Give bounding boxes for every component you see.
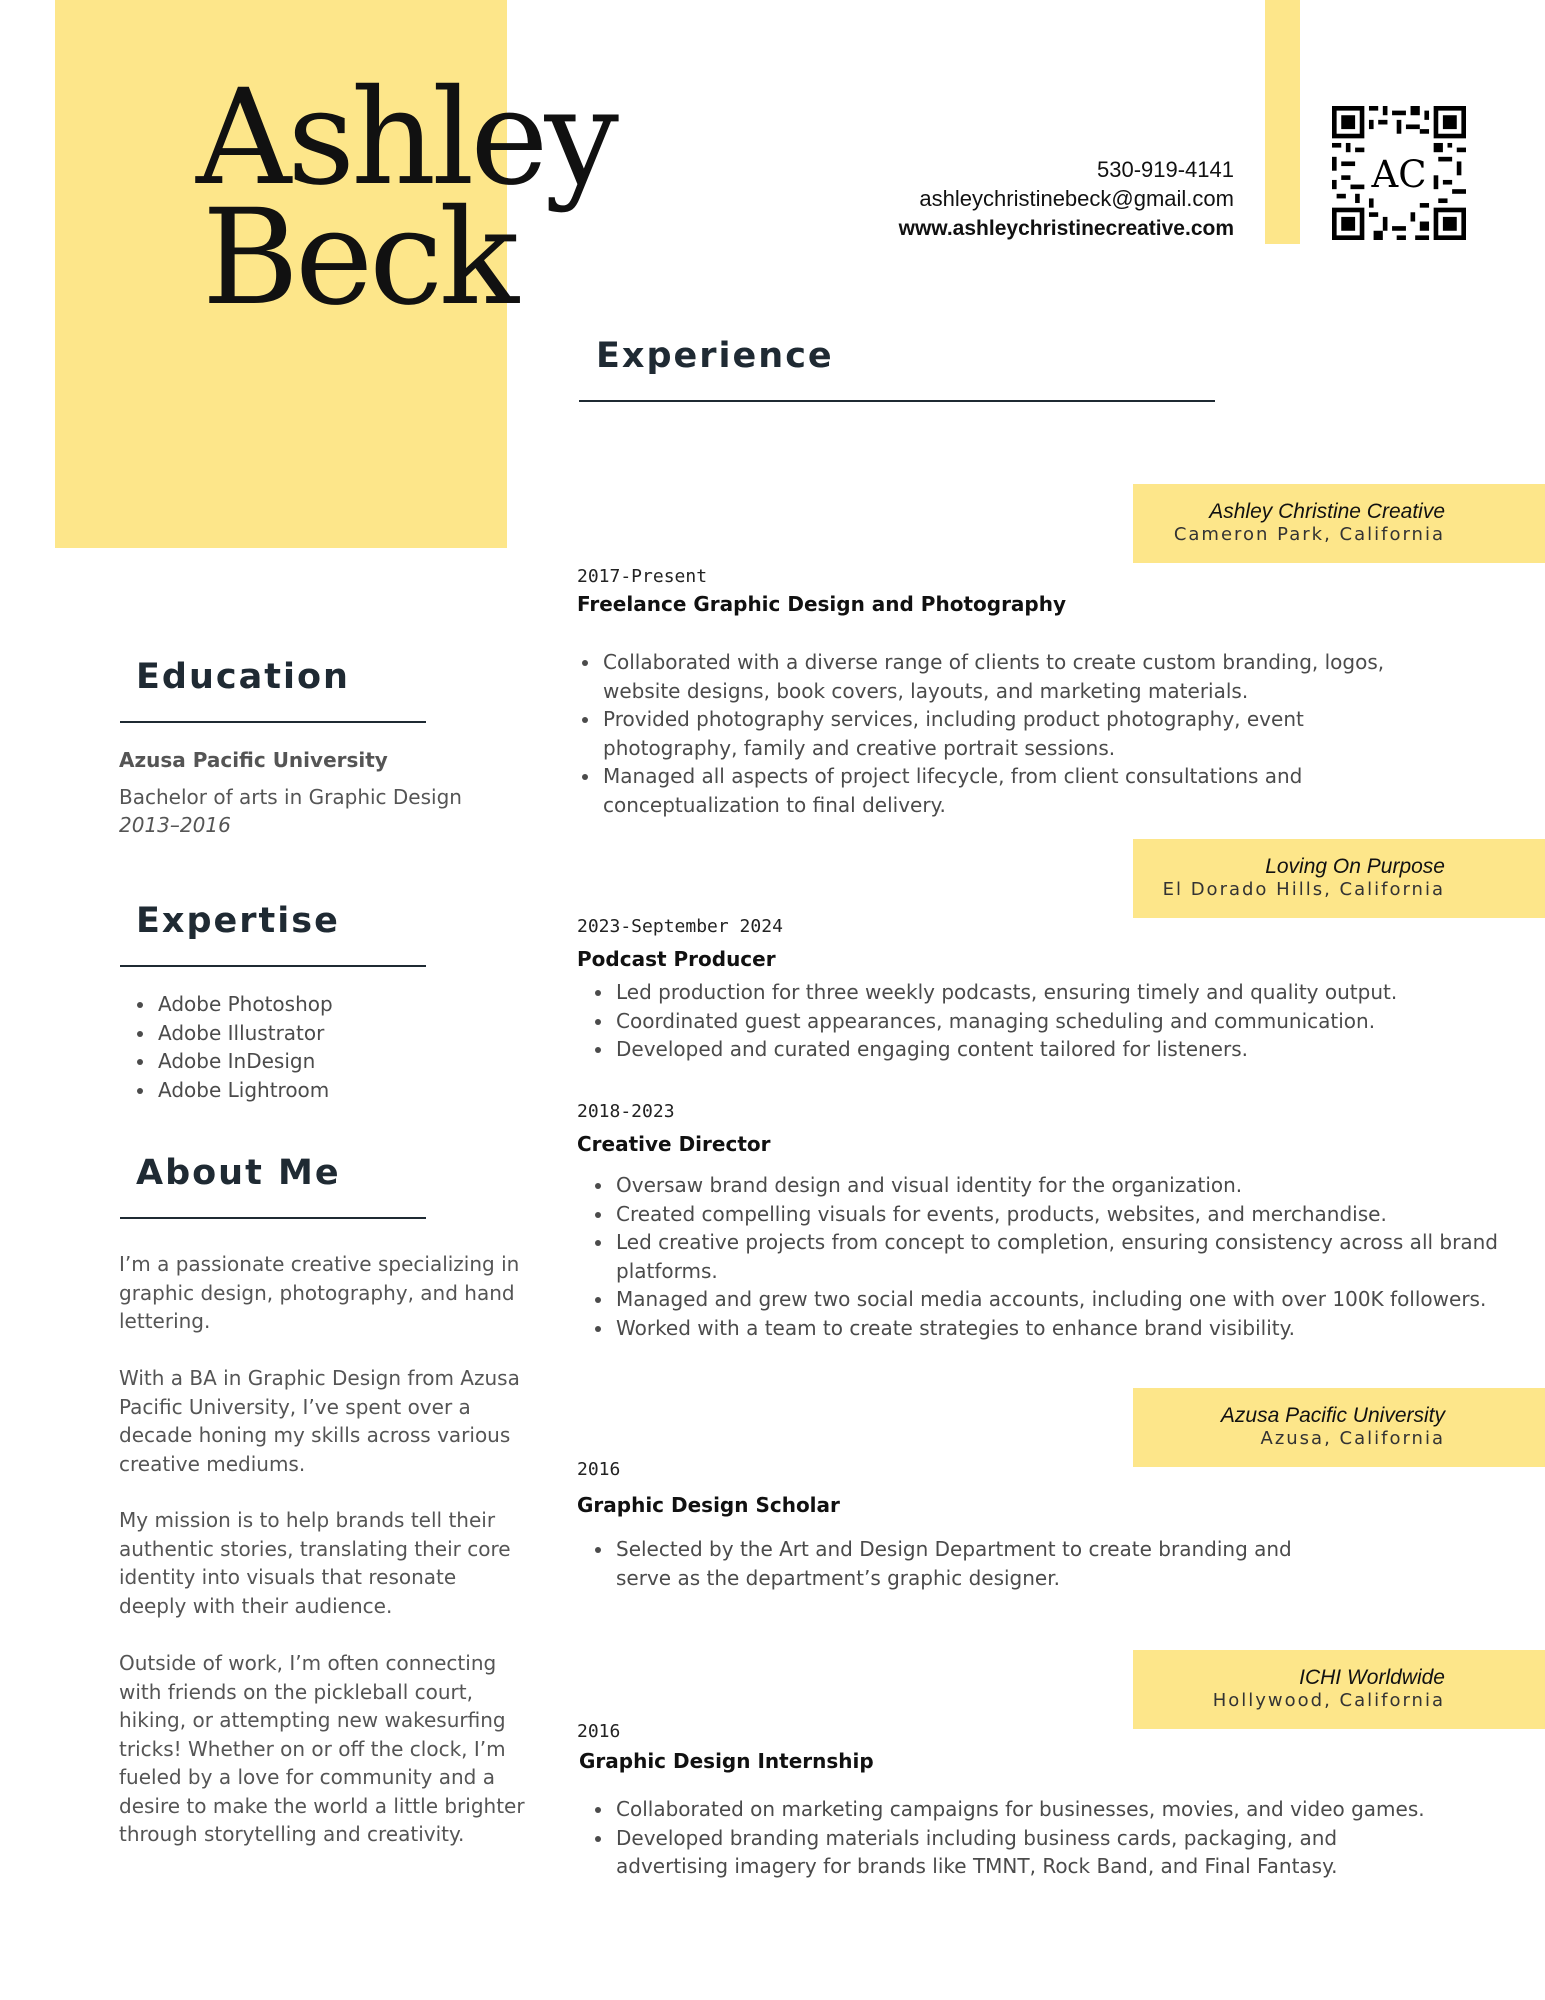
job-organization: ICHI Worldwide <box>1299 1666 1445 1689</box>
about-heading: About Me <box>136 1153 341 1193</box>
list-item: • Collaborated on marketing campaigns for businesses, movies, and video games. <box>614 1795 1454 1824</box>
qr-logo-text: AC <box>1371 152 1427 196</box>
expertise-divider <box>120 965 426 967</box>
list-item: • Managed and grew two social media accounts, including one with over 100K followers. <box>614 1285 1524 1314</box>
job-location: Azusa, California <box>1260 1428 1445 1449</box>
list-item: • Led production for three weekly podcasts, ensuring timely and quality output. <box>614 978 1534 1007</box>
about-paragraph: Outside of work, I’m often connecting with friends on the pickleball court, hiking, or attempting new wakesurfing tricks! Whether on or off the clock, I’m fueled by a love for community and a desire to make the world a little brighter through storytelling and creativity. <box>119 1651 525 1846</box>
list-item: • Led creative projects from concept to completion, ensuring consistency across all brand platforms. <box>614 1228 1524 1285</box>
job-date: 2016 <box>577 1459 621 1480</box>
job-bullets <box>579 648 1421 819</box>
job-org-tab <box>1133 1388 1545 1467</box>
job-date: 2017-Present <box>577 566 708 587</box>
job-bullets <box>592 1795 1454 1881</box>
experience-heading: Experience <box>596 336 834 376</box>
job-role: Graphic Design Scholar <box>577 1493 840 1517</box>
list-item: • Worked with a team to create strategies to enhance brand visibility. <box>614 1314 1524 1343</box>
list-item: • Developed and curated engaging content tailored for listeners. <box>614 1035 1534 1064</box>
expertise-heading: Expertise <box>136 901 340 941</box>
job-org-tab <box>1133 839 1545 918</box>
last-name: Beck <box>202 181 516 335</box>
about-paragraph: My mission is to help brands tell their authentic stories, translating their core identity into visuals that resonate deeply with their audience. <box>119 1508 511 1618</box>
list-item: • Developed branding materials including business cards, packaging, and advertising imagery for brands like TMNT, Rock Band, and Final Fantasy. <box>614 1824 1454 1881</box>
list-item: • Provided photography services, including product photography, event photography, family and creative portrait sessions. <box>601 705 1421 762</box>
list-item: • Adobe InDesign <box>156 1047 456 1076</box>
list-item: • Selected by the Art and Design Department to create branding and serve as the department’s graphic designer. <box>614 1535 1334 1592</box>
school-name: Azusa Pacific University <box>119 748 388 772</box>
education-divider <box>120 721 426 723</box>
expertise-list <box>134 990 456 1104</box>
accent-strip <box>1265 0 1300 244</box>
job-role: Freelance Graphic Design and Photography <box>577 592 1067 616</box>
qr-code[interactable] <box>1332 106 1466 240</box>
first-name: Ashley <box>196 61 615 215</box>
job-organization: Azusa Pacific University <box>1220 1404 1445 1427</box>
phone-number[interactable]: 530-919-4141 <box>1096 157 1234 182</box>
job-role: Podcast Producer <box>577 947 776 971</box>
about-paragraph: I’m a passionate creative specializing in graphic design, photography, and hand lettering. <box>119 1252 520 1333</box>
about-paragraph: With a BA in Graphic Design from Azusa Pacific University, I’ve spent over a decade honing my skills across various creative mediums. <box>119 1366 520 1476</box>
job-date: 2016 <box>577 1721 621 1742</box>
job-date: 2018-2023 <box>577 1101 675 1122</box>
job-bullets <box>592 1171 1524 1342</box>
job-role: Creative Director <box>577 1132 771 1156</box>
list-item: • Collaborated with a diverse range of clients to create custom branding, logos, website designs, book covers, layouts, and marketing materials. <box>601 648 1421 705</box>
job-bullets <box>592 1535 1334 1592</box>
list-item: • Coordinated guest appearances, managing scheduling and communication. <box>614 1007 1534 1036</box>
job-org-tab <box>1133 1650 1545 1729</box>
job-organization: Ashley Christine Creative <box>1209 500 1445 523</box>
job-bullets <box>592 978 1534 1064</box>
list-item: • Adobe Illustrator <box>156 1019 456 1048</box>
list-item: • Created compelling visuals for events, products, websites, and merchandise. <box>614 1200 1524 1229</box>
job-location: Cameron Park, California <box>1173 524 1445 545</box>
experience-divider <box>579 400 1215 402</box>
job-location: Hollywood, California <box>1212 1690 1445 1711</box>
list-item: • Adobe Lightroom <box>156 1076 456 1105</box>
list-item: • Oversaw brand design and visual identity for the organization. <box>614 1171 1524 1200</box>
job-org-tab <box>1133 484 1545 563</box>
website-link[interactable]: www.ashleychristinecreative.com <box>898 217 1234 240</box>
job-location: El Dorado Hills, California <box>1162 879 1445 900</box>
list-item: • Managed all aspects of project lifecycle, from client consultations and conceptualization to final delivery. <box>601 762 1421 819</box>
degree: Bachelor of arts in Graphic Design <box>119 785 462 809</box>
list-item: • Adobe Photoshop <box>156 990 456 1019</box>
job-role: Graphic Design Internship <box>579 1749 874 1773</box>
about-divider <box>120 1217 426 1219</box>
education-years: 2013–2016 <box>119 813 231 837</box>
job-organization: Loving On Purpose <box>1265 855 1445 878</box>
job-date: 2023-September 2024 <box>577 916 783 937</box>
education-heading: Education <box>136 657 350 697</box>
email-address[interactable]: ashleychristinebeck@gmail.com <box>919 186 1234 211</box>
